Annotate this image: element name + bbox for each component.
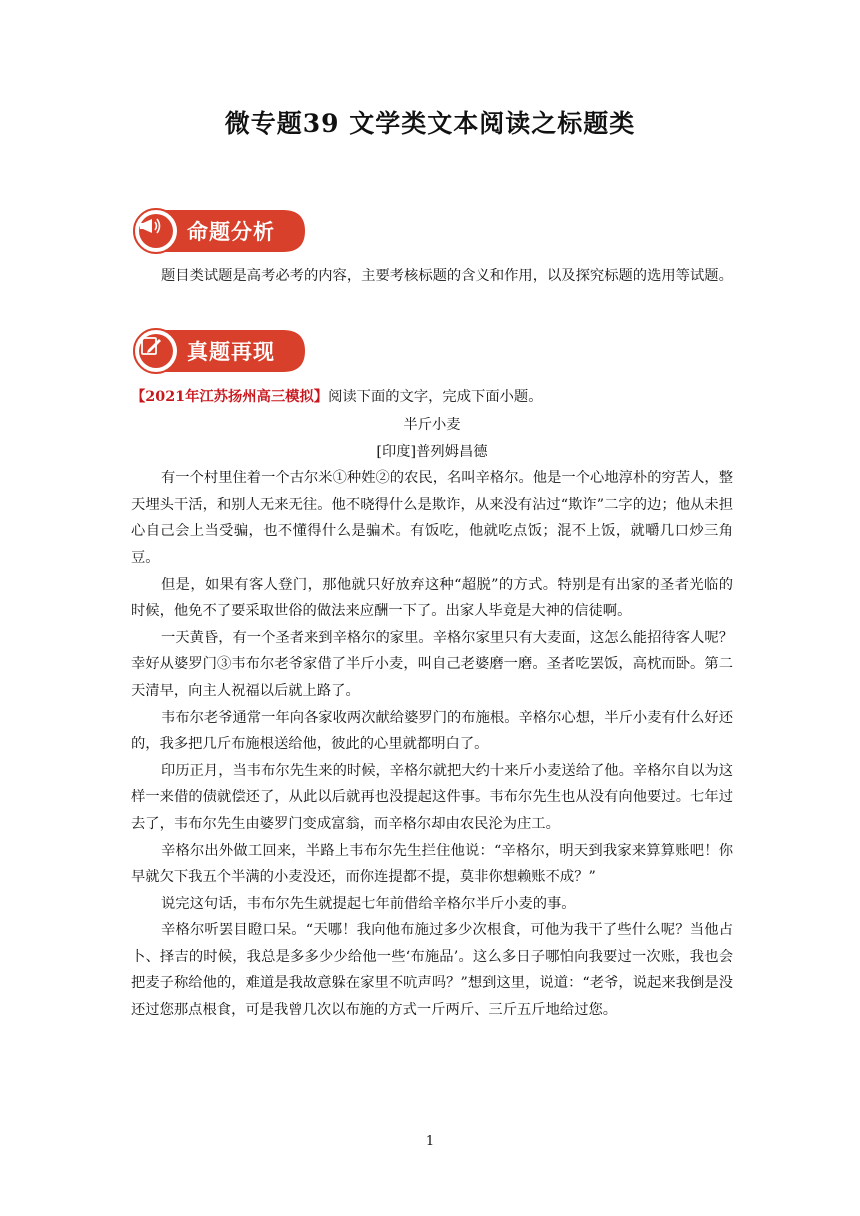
page-number: 1 bbox=[425, 1134, 435, 1149]
megaphone-icon bbox=[133, 208, 169, 244]
article-paragraph: 说完这句话，韦布尔先生就提起七年前借给辛格尔半斤小麦的事。 bbox=[161, 895, 576, 912]
question-instruction: 阅读下面的文字，完成下面小题。 bbox=[328, 389, 543, 405]
question-header bbox=[131, 384, 733, 411]
section-label: 真题再现 bbox=[187, 340, 275, 364]
page-title: 微专题39 文学类文本阅读之标题类 bbox=[224, 109, 636, 138]
intro-text: 题目类试题是高考必考的内容，主要考核标题的含义和作用，以及探究标题的选用等试题。 bbox=[161, 268, 733, 284]
pen-edit-icon bbox=[133, 328, 169, 364]
intro-paragraph bbox=[131, 263, 733, 290]
article bbox=[131, 412, 733, 1024]
article-author: [印度]普列姆昌德 bbox=[376, 443, 488, 460]
article-paragraph: 辛格尔听罢目瞪口呆。“天哪！我向他布施过多少次根食，可他为我干了些什么呢？当他占卜、择吉的时候，我总是多多少少给他一些‘布施品’。这么多日子哪怕向我要过一次账，我也会把麦子称给他的，难道是我故意躲在家里不吭声吗？”想到这里，说道：“老爷，说起来我倒是没还过您那点根食，可是我曾几次以布施的方式一斤两斤、三斤五斤地给过您。 bbox=[131, 922, 733, 1019]
article-paragraph: 辛格尔出外做工回来，半路上韦布尔先生拦住他说：“辛格尔，明天到我家来算算账吧！你早就欠下我五个半满的小麦没还，而你连提都不提，莫非你想赖账不成？” bbox=[131, 842, 733, 886]
question-source: 【2021年江苏扬州高三模拟】 bbox=[131, 389, 329, 405]
article-paragraph: 一天黄昏，有一个圣者来到辛格尔的家里。辛格尔家里只有大麦面，这怎么能招待客人呢？幸好从婆罗门③韦布尔老爷家借了半斤小麦，叫自己老婆磨一磨。圣者吃罢饭，高枕而卧。第二天清早，向主人祝福以后就上路了。 bbox=[131, 629, 733, 699]
article-paragraph: 但是，如果有客人登门，那他就只好放弃这种“超脱”的方式。特别是有出家的圣者光临的时候，他免不了要采取世俗的做法来应酬一下了。出家人毕竟是大神的信徒啊。 bbox=[131, 576, 733, 620]
article-paragraph: 印历正月，当韦布尔先生来的时候，辛格尔就把大约十来斤小麦送给了他。辛格尔自以为这样一来借的债就偿还了，从此以后就再也没提起这件事。韦布尔先生也从没有向他要过。七年过去了，韦布尔先生由婆罗门变成富翁，而辛格尔却由农民沦为庄工。 bbox=[131, 762, 733, 832]
section-banner-past-questions bbox=[133, 328, 307, 374]
article-paragraph: 韦布尔老爷通常一年向各家收两次献给婆罗门的布施根。辛格尔心想，半斤小麦有什么好还的，我多把几斤布施根送给他，彼此的心里就都明白了。 bbox=[131, 709, 733, 753]
article-paragraph: 有一个村里住着一个古尔米①种姓②的农民，名叫辛格尔。他是一个心地淳朴的穷苦人，整天埋头干活，和别人无来无往。他不晓得什么是欺诈，从来没有沾过“欺诈”二字的边；他从未担心自己会上当受骗，也不懂得什么是骗术。有饭吃，他就吃点饭；混不上饭，就嚼几口炒三角豆。 bbox=[131, 470, 733, 566]
section-banner-analysis bbox=[133, 208, 307, 254]
section-label: 命题分析 bbox=[187, 220, 275, 244]
article-title: 半斤小麦 bbox=[403, 417, 461, 433]
